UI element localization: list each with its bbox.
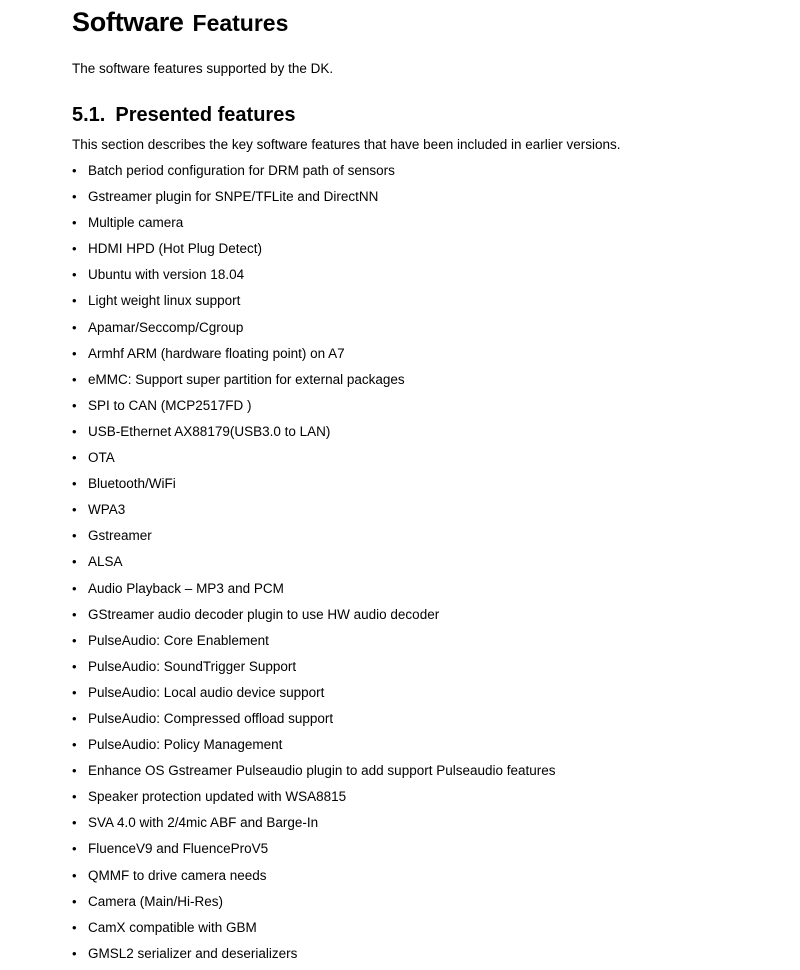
list-item-text: WPA3 (88, 502, 126, 518)
bullet-icon: • (72, 241, 77, 257)
list-item-text: PulseAudio: Compressed offload support (88, 710, 334, 726)
list-item-text: OTA (88, 450, 115, 466)
bullet-icon: • (72, 554, 77, 570)
list-item-text: SVA 4.0 with 2/4mic ABF and Barge-In (88, 815, 319, 831)
list-item-text: SPI to CAN (MCP2517FD ) (88, 397, 252, 413)
bullet-icon: • (72, 528, 77, 544)
section-title: Presented features (115, 104, 296, 126)
list-item-text: eMMC: Support super partition for external packages (88, 371, 405, 387)
bullet-icon: • (72, 710, 77, 726)
bullet-icon: • (72, 893, 77, 909)
bullet-icon: • (72, 319, 77, 335)
bullet-icon: • (72, 789, 77, 805)
list-item-text: Gstreamer plugin for SNPE/TFLite and DirectNN (88, 189, 379, 205)
bullet-icon: • (72, 450, 77, 466)
bullet-icon: • (72, 867, 77, 883)
list-item-text: Apamar/Seccomp/Cgroup (88, 319, 244, 335)
list-item-text: Speaker protection updated with WSA8815 (88, 789, 347, 805)
list-item-text: Camera (Main/Hi-Res) (88, 893, 224, 909)
list-item-text: Enhance OS Gstreamer Pulseaudio plugin to add support Pulseaudio features (88, 763, 556, 779)
bullet-icon: • (72, 345, 77, 361)
list-item-text: QMMF to drive camera needs (88, 867, 267, 883)
list-item-text: Gstreamer (88, 528, 152, 544)
intro-paragraph: The software features supported by the DK. (72, 61, 334, 76)
bullet-icon: • (72, 163, 77, 178)
bullet-icon: • (72, 658, 77, 674)
list-item-text: Light weight linux support (88, 293, 241, 309)
section-heading (72, 101, 295, 129)
bullet-icon: • (72, 684, 77, 700)
list-item-text: Audio Playback – MP3 and PCM (88, 580, 284, 596)
bullet-icon: • (72, 919, 77, 935)
list-item-text: Batch period configuration for DRM path of sensors (88, 163, 395, 178)
bullet-icon: • (72, 423, 77, 439)
list-item-text: GStreamer audio decoder plugin to use HW audio decoder (88, 606, 440, 622)
list-item-text: CamX compatible with GBM (88, 919, 257, 935)
bullet-icon: • (72, 293, 77, 309)
list-item-text: Multiple camera (88, 215, 184, 231)
bullet-icon: • (72, 215, 77, 231)
page-title-part2: Features (192, 10, 289, 36)
bullet-icon: • (72, 502, 77, 518)
list-item-text: HDMI HPD (Hot Plug Detect) (88, 241, 263, 257)
list-item-text: PulseAudio: Policy Management (88, 737, 283, 753)
list-item-text: GMSL2 serializer and deserializers (88, 945, 298, 961)
list-item-text: Armhf ARM (hardware floating point) on A7 (88, 345, 345, 361)
list-item-text: PulseAudio: Local audio device support (88, 684, 325, 700)
bullet-icon: • (72, 841, 77, 857)
bullet-icon: • (72, 267, 77, 283)
list-item-text: PulseAudio: Core Enablement (88, 632, 269, 648)
bullet-icon: • (72, 737, 77, 753)
list-item-text: PulseAudio: SoundTrigger Support (88, 658, 297, 674)
list-item-text: FluenceV9 and FluenceProV5 (88, 841, 269, 857)
list-item-text: ALSA (88, 554, 123, 570)
bullet-icon: • (72, 632, 77, 648)
bullet-icon: • (72, 371, 77, 387)
page-title (72, 2, 288, 41)
bullet-icon: • (72, 397, 77, 413)
bullet-icon: • (72, 815, 77, 831)
list-item-text: USB-Ethernet AX88179(USB3.0 to LAN) (88, 423, 331, 439)
bullet-icon: • (72, 763, 77, 779)
page-title-part1: Software (72, 7, 184, 37)
bullet-icon: • (72, 945, 77, 961)
list-item-text: Bluetooth/WiFi (88, 476, 176, 492)
bullet-icon: • (72, 580, 77, 596)
bullet-icon: • (72, 476, 77, 492)
bullet-icon: • (72, 606, 77, 622)
section-number: 5.1. (72, 104, 106, 126)
list-item-text: Ubuntu with version 18.04 (88, 267, 245, 283)
bullet-icon: • (72, 189, 77, 205)
section-description: This section describes the key software features that have been included in earlier versions. (72, 137, 621, 152)
